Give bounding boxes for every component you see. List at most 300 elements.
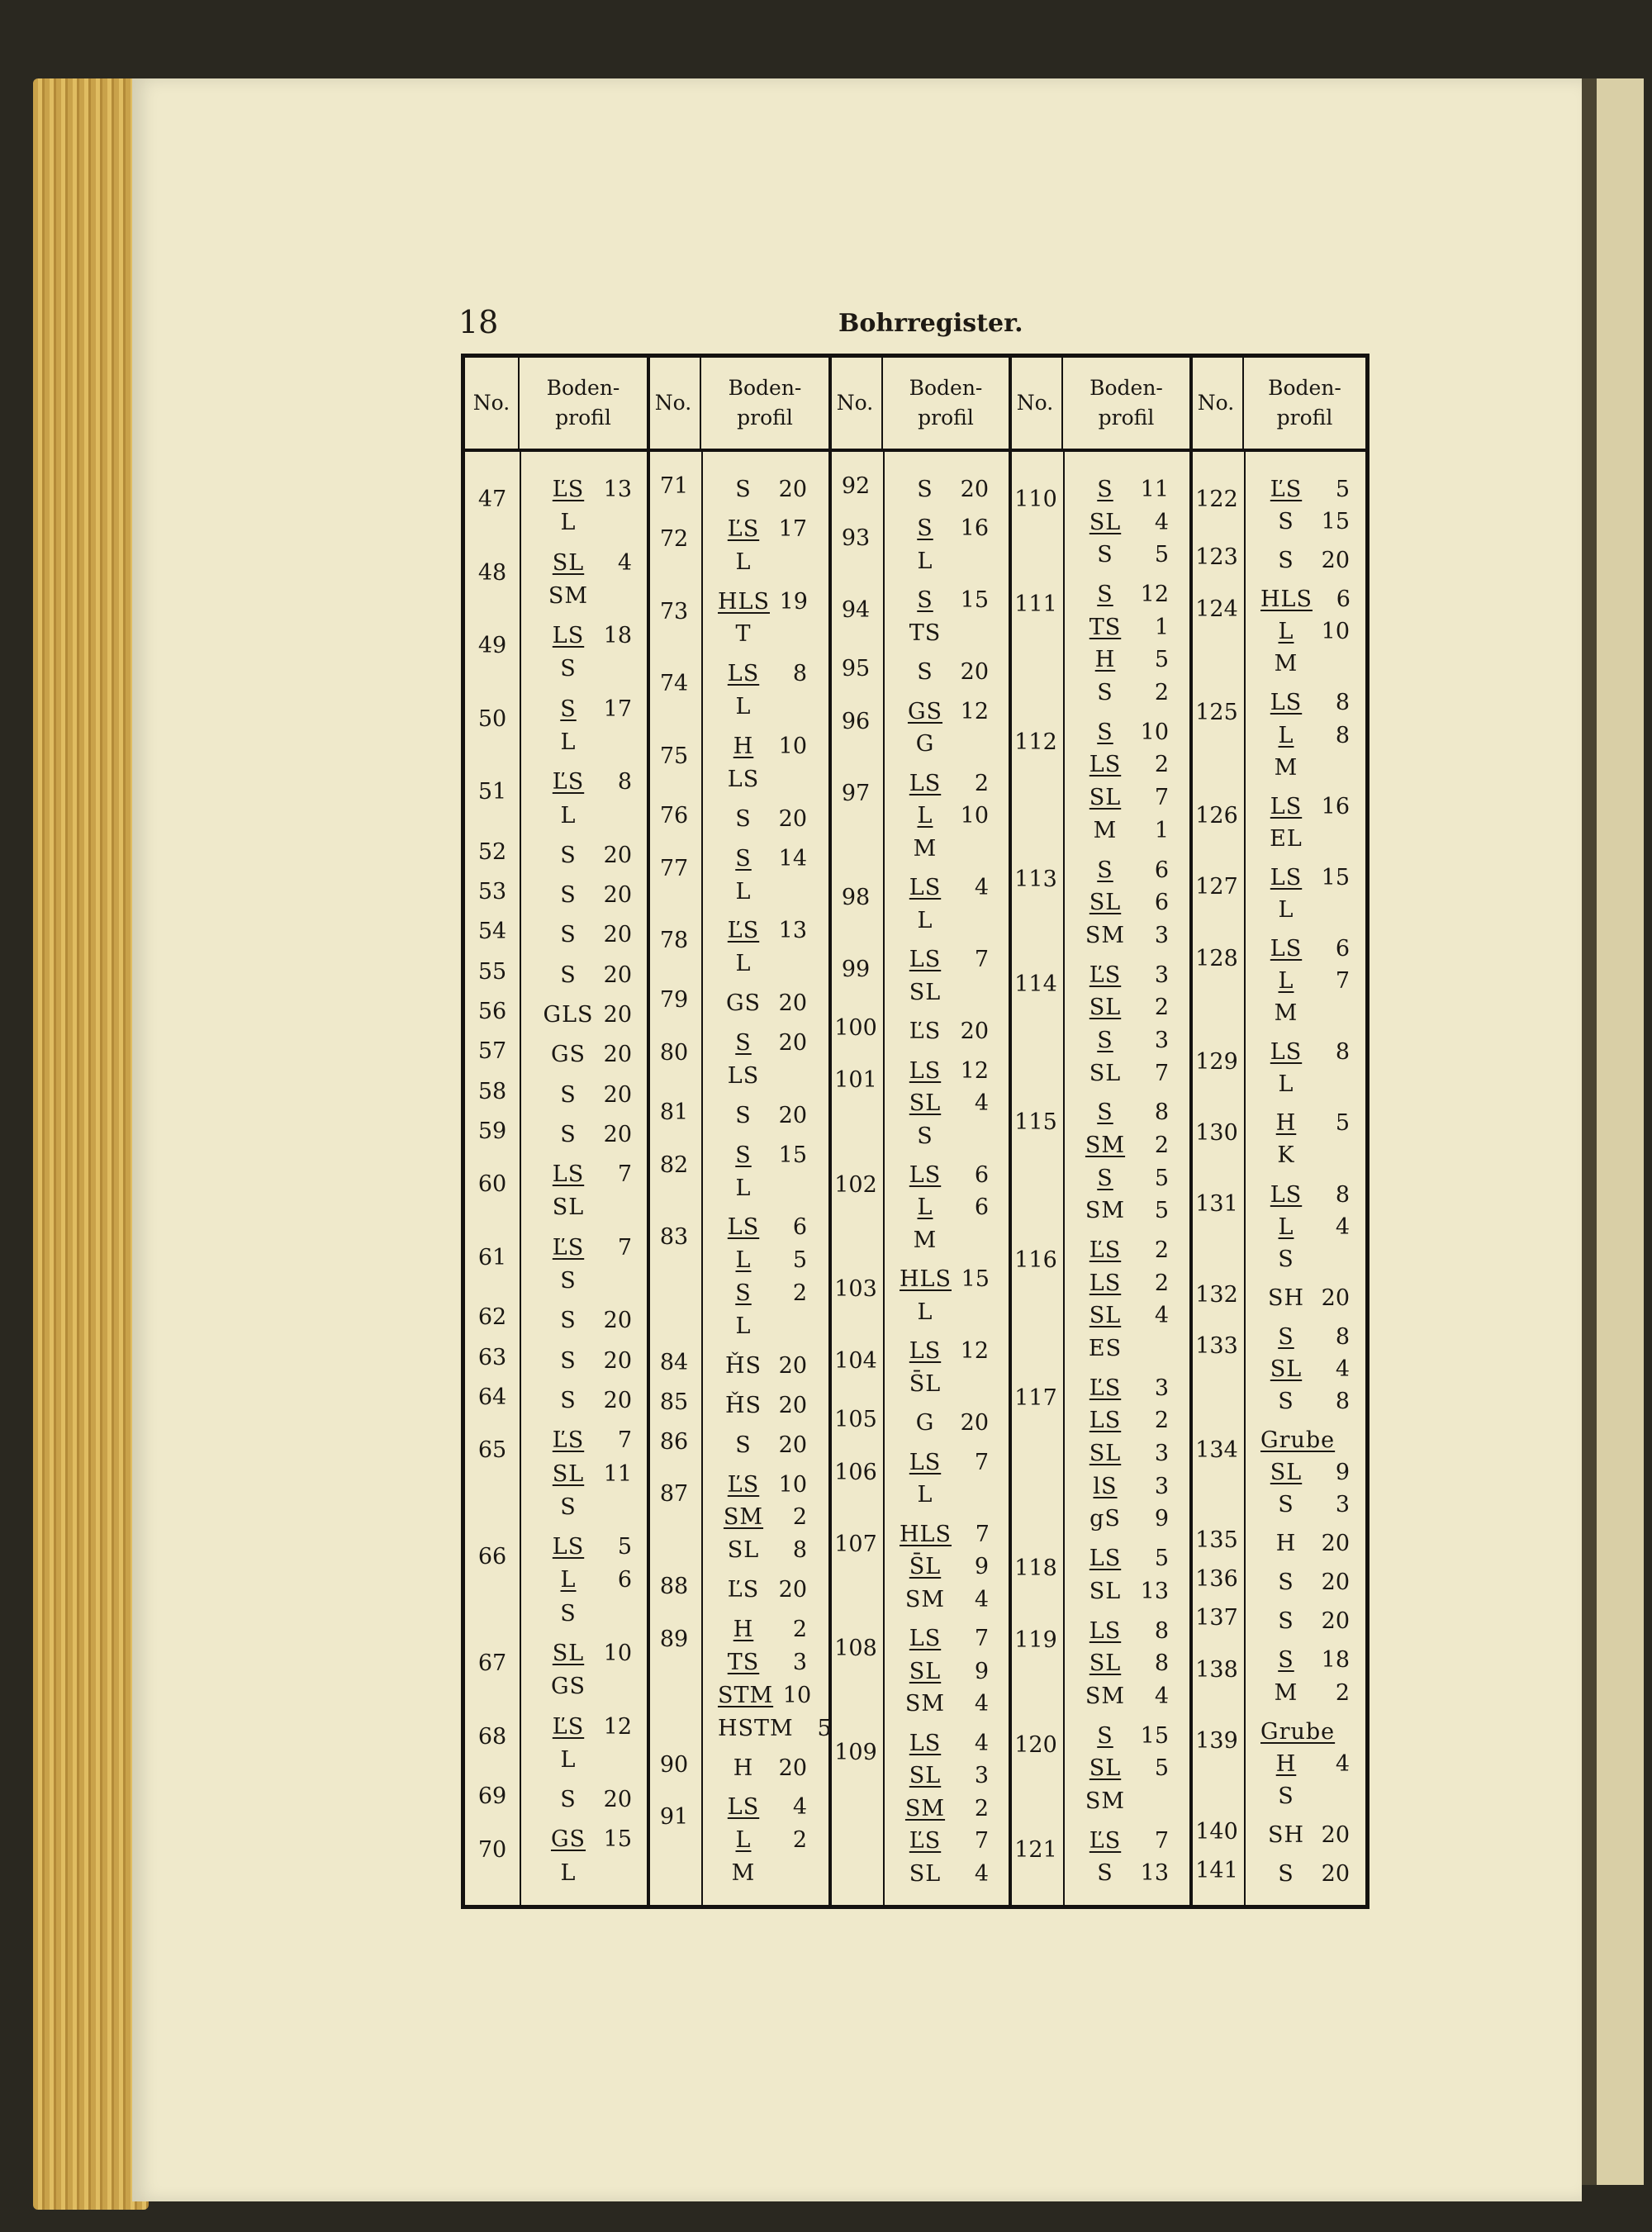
soil-code: H	[1094, 647, 1116, 673]
soil-code: S	[1278, 1323, 1294, 1350]
soil-layer	[1249, 1107, 1365, 1139]
soil-profile	[888, 473, 1009, 506]
soil-profile	[1249, 791, 1365, 855]
soil-code: SL	[1089, 785, 1122, 811]
layer-depth: 20	[603, 1121, 632, 1147]
soil-layer	[888, 800, 1009, 832]
soil-profile	[888, 871, 1009, 937]
soil-layer	[1249, 1819, 1365, 1851]
soil-profile	[706, 914, 828, 981]
layer-depth: 3	[1154, 1473, 1169, 1499]
layer-depth: 13	[1140, 1578, 1169, 1604]
soil-profile	[1249, 1179, 1365, 1275]
layer-depth: 20	[960, 1410, 989, 1437]
soil-code: SL	[552, 1194, 585, 1221]
layer-depth: 4	[974, 1691, 989, 1717]
layer-depth: 8	[1335, 1388, 1350, 1414]
soil-profile	[888, 584, 1009, 649]
soil-layer	[1068, 1720, 1189, 1753]
soil-code: SL	[1089, 1755, 1122, 1782]
layer-depth: 5	[1154, 1198, 1169, 1224]
layer-depth: 10	[782, 1682, 812, 1708]
boring-number: 111	[1014, 591, 1057, 617]
soil-layer	[706, 658, 828, 691]
soil-layer	[706, 763, 828, 796]
soil-layer	[1249, 1243, 1365, 1275]
soil-profile	[531, 766, 647, 833]
soil-layer	[531, 506, 647, 539]
boring-number: 82	[659, 1152, 689, 1178]
boring-number: 67	[477, 1650, 507, 1677]
layer-depth: 20	[778, 990, 807, 1017]
soil-profile	[531, 1345, 647, 1378]
soil-code: S	[735, 845, 752, 871]
boring-number: 61	[477, 1244, 507, 1270]
soil-code: ĽS	[727, 918, 760, 944]
soil-layer	[706, 691, 828, 724]
soil-profile	[888, 656, 1009, 688]
layer-depth: 20	[778, 1102, 807, 1128]
soil-code: S	[917, 515, 933, 542]
soil-layer	[1249, 1321, 1365, 1353]
layer-depth: 1	[1154, 817, 1169, 843]
layer-depth: 2	[1335, 1679, 1350, 1706]
soil-layer	[706, 730, 828, 763]
soil-layer	[706, 473, 828, 506]
soil-code: LS	[1270, 935, 1303, 962]
soil-code: S	[1097, 1165, 1113, 1191]
soil-profile	[531, 1783, 647, 1816]
boring-number: 99	[841, 956, 871, 982]
soil-layer	[888, 1759, 1009, 1792]
soil-layer	[706, 1350, 828, 1383]
layer-depth: 4	[974, 1090, 989, 1117]
layer-depth: 1	[1154, 614, 1169, 640]
boring-number: 138	[1195, 1657, 1238, 1683]
layer-depth: 6	[974, 1162, 989, 1189]
layer-depth: 14	[778, 845, 807, 871]
soil-profile	[888, 1622, 1009, 1720]
soil-profile	[706, 1469, 828, 1568]
soil-code: S	[560, 1387, 577, 1413]
layer-depth: 2	[1154, 1408, 1169, 1434]
layer-depth: 5	[617, 1534, 632, 1560]
layer-depth: 5	[817, 1715, 832, 1741]
boring-number: 65	[477, 1437, 507, 1464]
soil-layer	[531, 1637, 647, 1670]
soil-profile	[1068, 1615, 1189, 1713]
soil-code: SM	[1085, 1132, 1126, 1158]
soil-code: S	[1097, 582, 1113, 608]
layer-depth: 9	[1154, 1506, 1169, 1532]
soil-code: L	[560, 802, 577, 829]
layer-depth: 20	[1321, 1285, 1350, 1311]
soil-profile	[888, 943, 1009, 1009]
soil-layer	[531, 1598, 647, 1631]
layer-depth: 20	[1321, 1531, 1350, 1557]
soil-layer	[888, 1368, 1009, 1400]
layer-depth: 10	[960, 803, 989, 829]
layer-depth: 3	[1154, 1441, 1169, 1467]
soil-code: S	[560, 1268, 577, 1294]
soil-profile	[531, 693, 647, 760]
soil-code: L	[560, 510, 577, 536]
soil-code: ĽS	[1270, 477, 1303, 502]
soil-code: GS	[550, 1674, 586, 1700]
soil-code: L	[917, 1194, 933, 1221]
soil-code: SL	[727, 1537, 760, 1564]
soil-layer	[531, 1304, 647, 1337]
soil-layer	[706, 1712, 832, 1745]
soil-code: SL	[1089, 1578, 1122, 1604]
soil-layer	[1068, 748, 1189, 781]
boring-number: 139	[1195, 1728, 1238, 1755]
boring-number: 52	[477, 838, 507, 865]
soil-code: GS	[550, 1042, 586, 1068]
layer-depth: 8	[792, 661, 807, 687]
boring-number: 58	[477, 1078, 507, 1104]
boring-number: 123	[1195, 544, 1238, 571]
layer-depth: 20	[778, 1432, 807, 1458]
soil-profile	[1249, 544, 1365, 577]
soil-code: LS	[909, 947, 942, 973]
layer-depth: 6	[1336, 586, 1351, 613]
boring-number: 66	[477, 1544, 507, 1570]
layer-depth: 10	[1140, 719, 1169, 745]
layer-depth: 3	[792, 1649, 807, 1675]
soil-code: S	[735, 1030, 752, 1057]
soil-layer	[531, 839, 647, 872]
soil-layer	[1249, 1385, 1365, 1418]
layer-depth: 2	[1154, 752, 1169, 778]
layer-depth: 9	[1335, 1460, 1350, 1486]
column-divider	[701, 452, 703, 1905]
soil-layer	[888, 1584, 1009, 1616]
soil-profile	[1249, 473, 1365, 538]
soil-profile	[1068, 959, 1189, 1090]
layer-depth: 7	[974, 1828, 989, 1854]
layer-depth: 12	[1140, 582, 1169, 608]
layer-depth: 3	[1154, 1027, 1169, 1053]
soil-code: LS	[552, 623, 585, 649]
page-edge-stack	[33, 78, 149, 2210]
layer-depth: 2	[1154, 995, 1169, 1021]
soil-layer	[1249, 506, 1365, 538]
soil-code: ĽS	[1089, 962, 1122, 988]
soil-layer	[531, 1857, 647, 1890]
layer-depth: 2	[792, 1504, 807, 1531]
soil-layer	[706, 1310, 828, 1343]
layer-depth: 4	[974, 1730, 989, 1756]
header-no: No.	[1189, 358, 1244, 449]
soil-profile	[706, 586, 828, 652]
soil-layer	[706, 1501, 828, 1534]
boring-number: 117	[1014, 1384, 1057, 1411]
soil-layer	[531, 959, 647, 992]
soil-layer	[531, 999, 647, 1032]
soil-layer	[1068, 506, 1189, 539]
soil-code: HLS	[1260, 586, 1313, 613]
boring-number: 78	[659, 928, 689, 954]
soil-layer	[706, 843, 828, 876]
layer-depth: 8	[1335, 1323, 1350, 1350]
soil-code: L	[735, 1175, 752, 1201]
soil-code: S	[1097, 1722, 1113, 1749]
soil-layer	[888, 1120, 1009, 1152]
boring-number: 122	[1195, 486, 1238, 512]
soil-code: SM	[1085, 922, 1126, 948]
soil-layer	[888, 656, 1009, 688]
soil-profile	[706, 1752, 828, 1785]
soil-code: H	[733, 734, 754, 760]
layer-depth: 8	[1154, 1099, 1169, 1126]
boring-number: 114	[1014, 971, 1057, 998]
layer-depth: 20	[1321, 1570, 1350, 1596]
boring-number: 132	[1195, 1281, 1238, 1308]
boring-number: 127	[1195, 874, 1238, 900]
soil-code: T	[735, 621, 752, 648]
soil-profile	[1249, 1321, 1365, 1418]
soil-code: SL	[552, 1460, 585, 1487]
soil-code: S	[735, 477, 752, 502]
soil-layer	[706, 1791, 828, 1824]
layer-depth: 20	[778, 1352, 807, 1379]
soil-code: M	[1274, 651, 1298, 677]
soil-code: GS	[725, 990, 762, 1017]
soil-code: L	[917, 1482, 933, 1508]
soil-profile	[1068, 578, 1189, 710]
soil-layer	[531, 1783, 647, 1816]
layer-depth: 6	[1335, 935, 1350, 962]
soil-profile	[1249, 1282, 1365, 1314]
layer-depth: 3	[974, 1763, 989, 1789]
running-title: Bohrregister.	[838, 309, 1023, 338]
layer-depth: 13	[603, 477, 632, 502]
soil-code: S	[735, 805, 752, 832]
soil-code: G	[915, 731, 935, 757]
soil-layer	[1249, 583, 1365, 615]
soil-code: ĽS	[552, 1713, 585, 1740]
soil-profile	[706, 730, 828, 796]
soil-layer	[531, 1038, 647, 1071]
layer-depth: 2	[792, 1280, 807, 1307]
soil-code: S	[560, 1081, 577, 1108]
column-divider	[520, 452, 521, 1905]
layer-depth: 20	[960, 659, 989, 686]
soil-code: L	[735, 878, 752, 905]
soil-code: ĽS	[909, 1828, 942, 1854]
layer-depth: 20	[960, 1019, 989, 1045]
layer-depth: 15	[778, 1142, 807, 1168]
soil-layer	[706, 987, 828, 1020]
layer-depth: 4	[617, 549, 632, 576]
soil-profile	[706, 1389, 828, 1422]
soil-code: SL	[1270, 1356, 1303, 1382]
layer-depth: 20	[603, 1347, 632, 1374]
boring-number: 98	[841, 885, 871, 910]
soil-code: S	[735, 1142, 752, 1168]
column-divider	[1244, 452, 1246, 1905]
layer-depth: 4	[1154, 1303, 1169, 1329]
soil-layer	[888, 728, 1009, 760]
layer-depth: 20	[778, 805, 807, 832]
soil-code: SM	[1085, 1683, 1126, 1709]
layer-depth: 3	[1335, 1492, 1350, 1518]
soil-layer	[706, 586, 828, 619]
soil-profile	[1249, 1036, 1365, 1100]
layer-depth: 12	[960, 1338, 989, 1365]
layer-depth: 6	[617, 1567, 632, 1593]
soil-layer	[706, 546, 828, 579]
soil-code: LS	[727, 766, 760, 792]
boring-number: 57	[477, 1038, 507, 1065]
boring-number: 91	[659, 1804, 689, 1831]
soil-profile	[531, 839, 647, 872]
boring-number: 72	[659, 525, 689, 552]
soil-profile	[1249, 1819, 1365, 1851]
soil-code: LS	[909, 1626, 942, 1652]
boring-number: 51	[477, 779, 507, 805]
soil-layer	[1068, 1096, 1189, 1129]
layer-depth: 5	[1154, 647, 1169, 673]
soil-code: S	[1278, 1783, 1294, 1809]
boring-number: 130	[1195, 1119, 1238, 1146]
soil-layer	[1068, 473, 1189, 506]
soil-code: LS	[1270, 793, 1303, 819]
layer-depth: 20	[603, 1042, 632, 1068]
boring-number: 56	[477, 999, 507, 1025]
boring-number: 133	[1195, 1333, 1238, 1360]
boring-number: 95	[841, 656, 871, 682]
soil-layer	[531, 1491, 647, 1524]
soil-code: L	[1278, 1213, 1294, 1240]
soil-code: Grube	[1260, 1718, 1336, 1745]
soil-profile	[1249, 1716, 1365, 1812]
soil-layer	[888, 1518, 1009, 1551]
layer-depth: 19	[779, 588, 808, 615]
boring-number: 104	[834, 1348, 877, 1375]
soil-layer	[531, 653, 647, 686]
soil-code: SL	[1089, 509, 1122, 535]
soil-code: M	[913, 835, 938, 862]
soil-layer	[1068, 1615, 1189, 1648]
soil-layer	[1249, 1456, 1365, 1489]
boring-number: 93	[841, 525, 871, 552]
soil-code: M	[1093, 817, 1118, 843]
soil-code: L	[735, 1313, 752, 1339]
soil-code: SL	[1089, 1303, 1122, 1329]
soil-code: ĽS	[552, 477, 585, 502]
soil-layer	[531, 1744, 647, 1777]
soil-layer	[531, 473, 647, 506]
layer-depth: 4	[1154, 509, 1169, 535]
soil-code: LS	[1270, 1181, 1303, 1208]
soil-layer	[1068, 1267, 1189, 1300]
soil-code: S	[1097, 680, 1113, 706]
soil-profile	[888, 1055, 1009, 1152]
soil-layer	[888, 584, 1009, 616]
soil-layer	[531, 1265, 647, 1298]
soil-layer	[531, 1384, 647, 1418]
soil-code: SM	[904, 1795, 946, 1821]
layer-depth: 5	[1154, 1755, 1169, 1782]
layer-depth: 8	[792, 1537, 807, 1564]
soil-code: LS	[1270, 690, 1303, 716]
layer-depth: 10	[778, 734, 807, 760]
boring-number: 100	[834, 1015, 877, 1042]
soil-layer	[1068, 539, 1189, 572]
soil-code: GLS	[543, 1002, 594, 1028]
layer-depth: 4	[1335, 1356, 1350, 1382]
soil-profile	[531, 1823, 647, 1890]
soil-code: S	[560, 656, 577, 682]
soil-layer	[706, 1139, 828, 1172]
boring-number: 53	[477, 879, 507, 905]
boring-number: 86	[659, 1428, 689, 1455]
soil-profile	[706, 1429, 828, 1462]
boring-number: 121	[1014, 1837, 1057, 1864]
soil-code: L	[560, 729, 577, 756]
boring-number: 125	[1195, 700, 1238, 726]
soil-code: SH	[1267, 1821, 1305, 1848]
soil-layer	[531, 693, 647, 726]
soil-code: gS	[1089, 1506, 1121, 1532]
layer-depth: 20	[603, 1081, 632, 1108]
soil-code: S	[560, 1121, 577, 1147]
soil-code: LS	[727, 1214, 760, 1241]
layer-depth: 6	[974, 1194, 989, 1221]
boring-number: 141	[1195, 1857, 1238, 1883]
soil-layer	[1068, 1162, 1189, 1195]
soil-layer	[706, 1857, 828, 1890]
header-bodenprofil: Boden- profil	[1268, 376, 1341, 430]
soil-layer	[706, 876, 828, 909]
layer-depth: 7	[1154, 1827, 1169, 1854]
column-group-3	[828, 358, 1012, 1905]
soil-layer	[888, 1263, 1009, 1295]
soil-layer	[1068, 1024, 1189, 1057]
soil-layer	[1249, 1858, 1365, 1890]
soil-code: M	[731, 1860, 756, 1887]
soil-layer	[1068, 854, 1189, 887]
soil-profile	[531, 1711, 647, 1778]
soil-layer	[888, 905, 1009, 937]
soil-layer	[706, 1752, 828, 1785]
boring-number: 64	[477, 1384, 507, 1410]
soil-profile	[888, 1159, 1009, 1256]
layer-depth: 5	[1154, 542, 1169, 568]
boring-number: 71	[659, 473, 689, 499]
layer-depth: 10	[778, 1471, 807, 1498]
soil-layer	[1068, 1785, 1189, 1818]
soil-layer	[706, 803, 828, 836]
soil-layer	[1249, 1716, 1365, 1748]
soil-code: HSTM	[718, 1715, 794, 1741]
soil-layer	[1249, 686, 1365, 719]
soil-code: S	[560, 1494, 577, 1520]
boring-number: 137	[1195, 1605, 1238, 1631]
soil-code: EL	[1270, 825, 1303, 852]
soil-profile	[1249, 1424, 1365, 1521]
layer-depth: 7	[974, 1626, 989, 1652]
soil-profile	[706, 1139, 828, 1205]
soil-layer	[1068, 814, 1189, 848]
soil-layer	[1249, 473, 1365, 506]
soil-layer	[706, 1534, 828, 1567]
layer-depth: 15	[603, 1826, 632, 1853]
layer-depth: 11	[603, 1460, 632, 1487]
soil-layer	[1249, 1139, 1365, 1171]
